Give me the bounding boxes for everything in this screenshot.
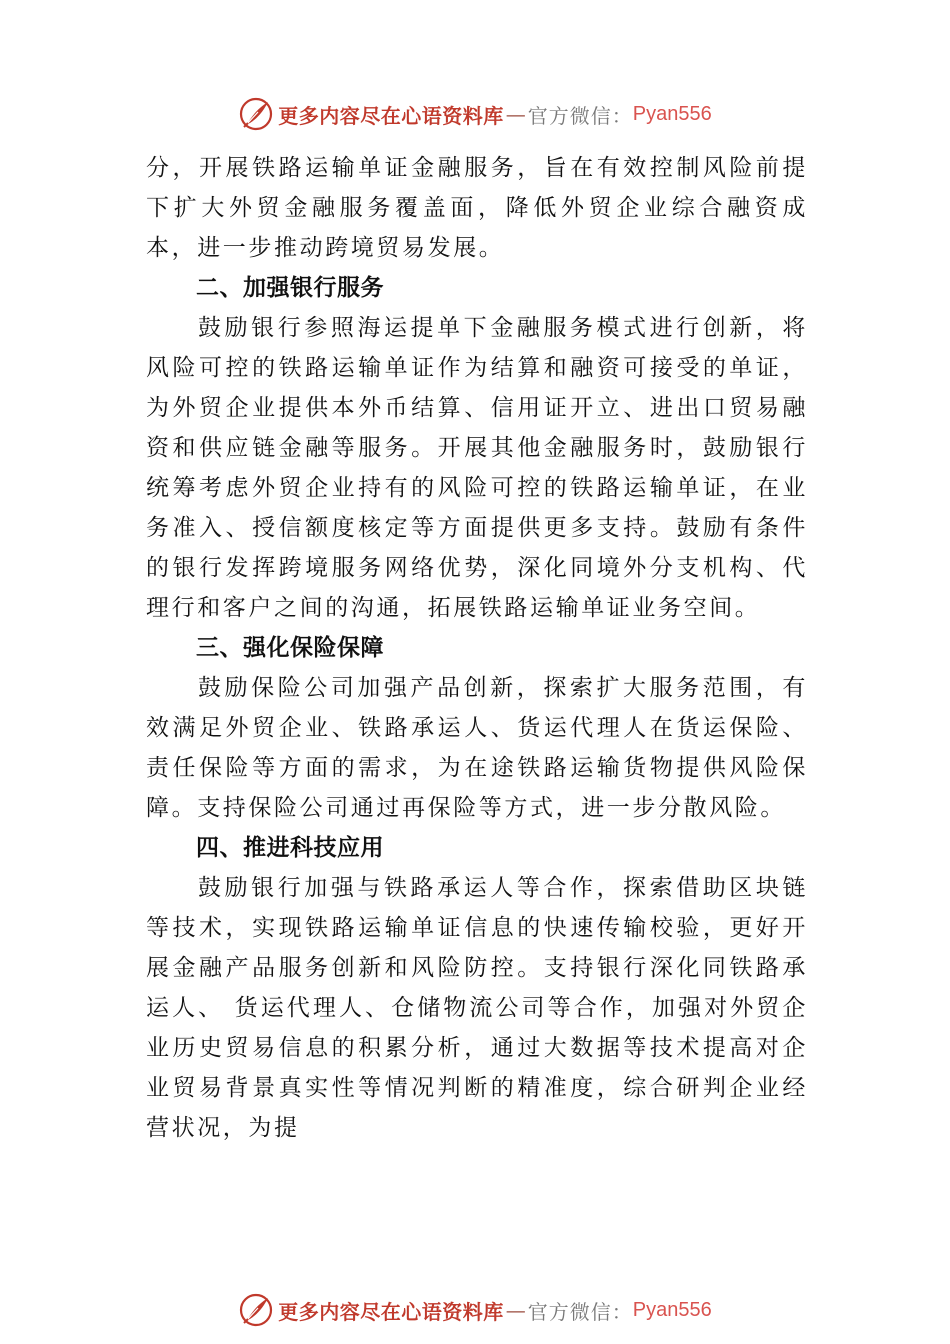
footer-watermark-banner xyxy=(0,1290,950,1330)
section-heading-bank-service: 二、加强银行服务 xyxy=(196,275,384,301)
header-watermark-banner xyxy=(0,94,950,134)
site-name: 更多内容尽在心语资料库 xyxy=(278,1299,504,1324)
separator-dash: — xyxy=(505,102,526,126)
section-heading-insurance: 三、强化保险保障 xyxy=(196,635,384,661)
site-name: 更多内容尽在心语资料库 xyxy=(278,103,504,128)
section-body-bank-service: 鼓励银行参照海运提单下金融服务模式进行创新，将风险可控的铁路运输单证作为结算和融资可接受的单证，为外贸企业提供本外币结算、信用证开立、进出口贸易融资和供应链金融等服务。开展其他金融服务时，鼓励银行统筹考虑外贸企业持有的风险可控的铁路运输单证，在业务准入、授信额度核定等方面提供更多支持。鼓励有条件的银行发挥跨境服务网络优势，深化同境外分支机构、代理行和客户之间的沟通，拓展铁路运输单证业务空间。 xyxy=(146,315,808,621)
section-body-technology: 鼓励银行加强与铁路承运人等合作，探索借助区块链等技术，实现铁路运输单证信息的快速传输校验，更好开展金融产品服务创新和风险防控。支持银行深化同铁路承运人、 货运代理人、仓储物流公司等合作，加强对外贸企业历史贸易信息的积累分析，通过大数据等技术提高对企业贸易背景真实性等情况判断的精准度，综合研判企业经营状况，为提 xyxy=(146,875,808,1141)
wechat-id: Pyan556 xyxy=(632,102,712,125)
quill-pen-icon xyxy=(238,1292,274,1328)
wechat-id: Pyan556 xyxy=(632,1298,712,1321)
wechat-label: 官方微信： xyxy=(527,103,633,128)
quill-pen-icon xyxy=(238,96,274,132)
intro-paragraph: 分，开展铁路运输单证金融服务，旨在有效控制风险前提下扩大外贸金融服务覆盖面，降低外贸企业综合融资成本，进一步推动跨境贸易发展。 xyxy=(146,155,808,261)
section-heading-technology: 四、推进科技应用 xyxy=(196,835,384,861)
section-body-insurance: 鼓励保险公司加强产品创新，探索扩大服务范围，有效满足外贸企业、铁路承运人、货运代理人在货运保险、责任保险等方面的需求，为在途铁路运输货物提供风险保障。支持保险公司通过再保险等方式，进一步分散风险。 xyxy=(146,675,808,821)
separator-dash: — xyxy=(505,1298,526,1322)
wechat-label: 官方微信： xyxy=(527,1299,633,1324)
document-body xyxy=(146,148,808,1148)
